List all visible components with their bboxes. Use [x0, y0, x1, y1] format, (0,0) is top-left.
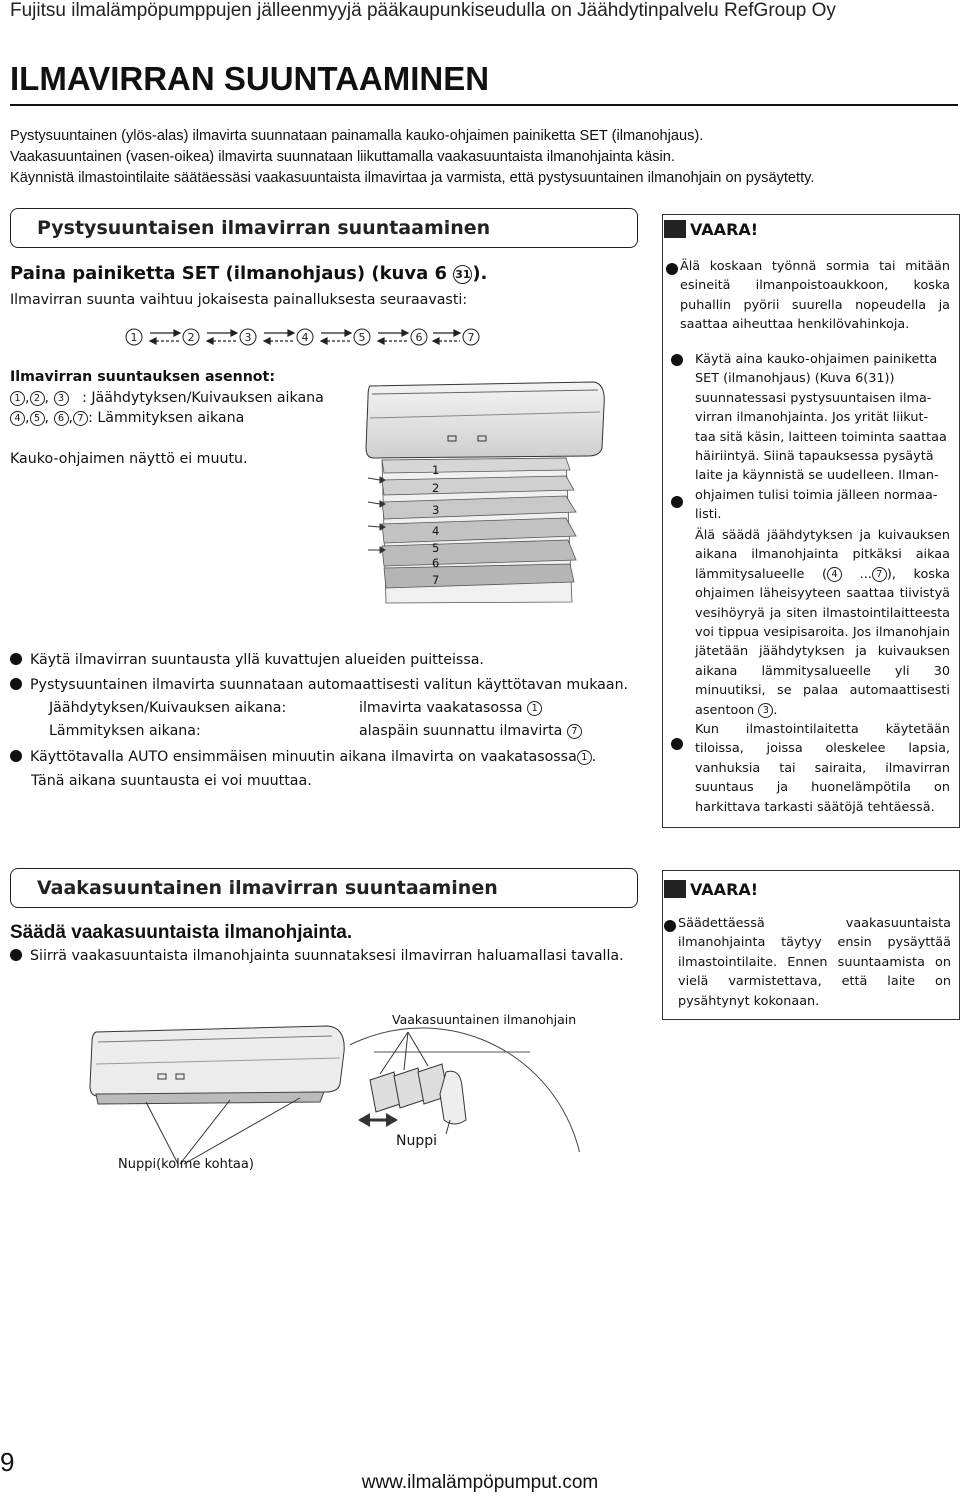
warning-1-heading — [664, 220, 758, 239]
warning-1-p2-row-1: Käytä aina kauko-ohjaimen painiketta — [695, 352, 938, 367]
vertical-section-title: Pystysuuntaisen ilmavirran suuntaaminen — [37, 217, 491, 239]
cooling-num: 1 — [527, 701, 542, 716]
warning-1-p2-row-5: taa sitä käsin, laitteen toiminta saattaa — [695, 429, 947, 445]
warning-1-p2-row-6: häiriintyä. Siinä tapauksessa pysäytä — [695, 449, 934, 465]
knob-label: Nuppi — [396, 1133, 438, 1149]
seq-step-4: 4 — [301, 331, 309, 344]
page-title: ILMAVIRRAN SUUNTAAMINEN — [10, 60, 490, 97]
heating-num: 7 — [567, 724, 582, 739]
indoor-unit-flaps-illustration — [362, 378, 614, 606]
warning-1-p3 — [695, 526, 950, 720]
vertical-bullet-3-line2: Tänä aikana suuntausta ei voi muuttaa. — [31, 773, 312, 789]
vertical-instruction-text: Paina painiketta SET (ilmanohjaus) (kuva 6 — [10, 263, 448, 284]
pos-num-4: 4 — [10, 411, 25, 426]
pos-num-6: 6 — [54, 411, 69, 426]
page-header: Fujitsu ilmalämpöpumppujen jälleenmyyjä pääkaupunkiseudulla on Jäähdytinpalvelu RefGroup Oy — [10, 0, 836, 21]
intro-line-3: Käynnistä ilmastointilaite säätäessäsi vaakasuuntaista ilmavirtaa ja varmista, että pystysuuntainen ilmanohjain on pysäytetty. — [10, 170, 815, 186]
bullet-dot — [671, 354, 683, 366]
vertical-instruction — [10, 263, 487, 284]
bullet-dot — [666, 263, 678, 275]
display-note: Kauko-ohjaimen näyttö ei muutu. — [10, 451, 248, 467]
heating-mode-label: Lämmityksen aikana: — [49, 723, 201, 739]
flap-1: 1 — [432, 463, 440, 477]
positions-heating: 4 , 5 , 6 , 7 : Lämmityksen aikana — [10, 408, 244, 429]
warning-1-p1: Älä koskaan työnnä sormia tai mitään esineitä ilmanpoistoaukkoon, koska puhallin pyörii suurella nopeudella ja saattaa aiheuttaa henkilövahinkoja. — [680, 259, 950, 333]
warning-1-p2-row-4: virran ilmanohjainta. Jos yrität liikut- — [695, 410, 929, 426]
vertical-bullet-1-text: Käytä ilmavirran suuntausta yllä kuvattujen alueiden puitteissa. — [30, 652, 484, 668]
sequence-diagram — [120, 322, 490, 352]
horizontal-section-title: Vaakasuuntainen ilmavirran suuntaaminen — [37, 877, 498, 899]
knobs-label: Nuppi(kolme kohtaa) — [118, 1157, 254, 1172]
warning-1-p2-row-8: ohjaimen tulisi toimia jälleen normaa- — [695, 487, 938, 503]
warning-1-p3-b: ), koska ohjaimen läheisyyteen saattaa tiivistyä vesihöyryä ja siten ilmastointilaitteesta voi tippua vesipisaroita. Jos ilmanohjain jätetään jäähdytyksen ja kuivauksen aikana lämmitysalueelle yli 30 minuutiksi, se palaa automaattisesti asentoon — [695, 566, 950, 718]
flap-7: 7 — [432, 573, 440, 587]
seq-step-5: 5 — [358, 331, 366, 344]
cooling-mode-label: Jäähdytyksen/Kuivauksen aikana: — [49, 700, 287, 716]
positions-cooling: 1 , 2 , 3 : Jäähdytyksen/Kuivauksen aikana — [10, 388, 324, 409]
warning-num-3: 3 — [758, 703, 773, 718]
heating-direction-text: alaspäin suunnattu ilmavirta — [359, 723, 563, 739]
warning-icon — [664, 880, 686, 898]
louver-closeup-illustration — [350, 1024, 650, 1152]
pos-num-2: 2 — [30, 391, 45, 406]
vertical-bullet-3-end: . — [591, 749, 597, 765]
pos-num-5: 5 — [30, 411, 45, 426]
horizontal-instruction: Säädä vaakasuuntaista ilmanohjainta. — [10, 922, 353, 943]
intro-paragraph — [10, 126, 955, 189]
figure-ref: 31 — [453, 265, 472, 284]
intro-line-2: Vaakasuuntainen (vasen-oikea) ilmavirta suunnataan liikuttamalla vaakasuuntaista ilmanohjainta käsin. — [10, 149, 675, 165]
footer-url[interactable]: www.ilmalämpöpumput.com — [361, 1472, 599, 1493]
vertical-bullet-2-text: Pystysuuntainen ilmavirta suunnataan automaattisesti valitun käyttötavan mukaan. — [30, 677, 629, 693]
bullet-dot — [10, 949, 22, 961]
positions-title: Ilmavirran suuntauksen asennot: — [10, 369, 276, 385]
title-rule — [10, 104, 958, 106]
warning-num-7: 7 — [872, 567, 887, 582]
vertical-bullet-1 — [10, 650, 484, 671]
bullet-dot — [671, 496, 683, 508]
seq-step-2: 2 — [187, 331, 195, 344]
warning-1-title: VAARA! — [690, 220, 759, 239]
warning-1-p3-a: Älä säädä jäähdytyksen ja kuivauksen aikana ilmanohjainta pitkäksi aikaa lämmitysalueelle ( — [695, 528, 950, 582]
warning-1-p2-row-2: SET (ilmanohjaus) (Kuva 6(31)) — [695, 371, 895, 387]
pos-num-1: 1 — [10, 391, 25, 406]
bullet-dot — [671, 738, 683, 750]
warning-1-p2-row-7: laite ja käynnistä se uudelleen. Ilman- — [695, 468, 939, 484]
warning-1-p4: Kun ilmastointilaitetta käytetään tiloissa, joissa oleskelee lapsia, vanhuksia tai sairaita, ilmavirran suuntaus ja huonelämpötila on harkittava tarkasti säätöjä tehtäessä. — [695, 722, 950, 815]
vertical-bullet-3 — [10, 747, 596, 768]
horizontal-section-box — [10, 868, 638, 908]
vertical-bullet-2 — [10, 675, 628, 696]
warning-icon — [664, 220, 686, 238]
bullet-dot — [10, 678, 22, 690]
cooling-direction-text: ilmavirta vaakatasossa — [359, 700, 523, 716]
warning-2-heading — [664, 880, 758, 899]
vertical-sequence-intro: Ilmavirran suunta vaihtuu jokaisesta painalluksesta seuraavasti: — [10, 292, 468, 308]
heating-mode-direction — [359, 721, 582, 742]
louver-label: Vaakasuuntainen ilmanohjain — [392, 1012, 577, 1027]
vertical-bullet-3-text: Käyttötavalla AUTO ensimmäisen minuutin aikana ilmavirta on vaakatasossa — [30, 749, 577, 765]
warning-2-p1: Säädettäessä vaakasuuntaista ilmanohjainta täytyy ensin pysäyttää ilmastointilaite. Ennen suuntaamista on vielä varmistettava, että laite on pysähtynyt kokonaan. — [678, 916, 951, 1009]
bullet-dot — [10, 750, 22, 762]
warning-1-p3-mid: ... — [842, 566, 872, 582]
seq-step-3: 3 — [244, 331, 252, 344]
flap-3: 3 — [432, 503, 440, 517]
flap-5: 5 — [432, 541, 440, 555]
heating-label: : Lämmityksen aikana — [88, 410, 245, 426]
warning-1-p2-row-3: suunnatessasi pystysuuntaisen ilma- — [695, 390, 932, 406]
horizontal-bullet-text: Siirrä vaakasuuntaista ilmanohjainta suunnataksesi ilmavirran haluamallasi tavalla. — [30, 948, 624, 964]
pos-num-3: 3 — [54, 391, 69, 406]
warning-1-p2 — [695, 350, 950, 525]
vertical-instruction-end: ). — [472, 263, 488, 284]
flap-6: 6 — [432, 556, 440, 570]
cooling-mode-direction — [359, 698, 542, 719]
warning-2-title: VAARA! — [690, 880, 759, 899]
warning-1-p3-c: . — [773, 702, 778, 718]
auto-num: 1 — [577, 750, 592, 765]
intro-line-1: Pystysuuntainen (ylös-alas) ilmavirta suunnataan painamalla kauko-ohjaimen painiketta SET (ilmanohjaus). — [10, 128, 704, 144]
cooling-label: : Jäähdytyksen/Kuivauksen aikana — [82, 390, 324, 406]
indoor-unit-knobs-illustration — [88, 1024, 360, 1174]
seq-step-6: 6 — [415, 331, 423, 344]
pos-num-7: 7 — [73, 411, 88, 426]
seq-step-1: 1 — [130, 331, 138, 344]
flap-2: 2 — [432, 481, 440, 495]
bullet-dot — [10, 653, 22, 665]
warning-1-p2-row-9: listi. — [695, 507, 722, 523]
warning-num-4: 4 — [827, 567, 842, 582]
vertical-section-box — [10, 208, 638, 248]
horizontal-bullet — [10, 946, 624, 967]
page-number: 9 — [0, 1447, 15, 1477]
bullet-dot — [664, 920, 676, 932]
seq-step-7: 7 — [467, 331, 475, 344]
flap-4: 4 — [432, 524, 440, 538]
